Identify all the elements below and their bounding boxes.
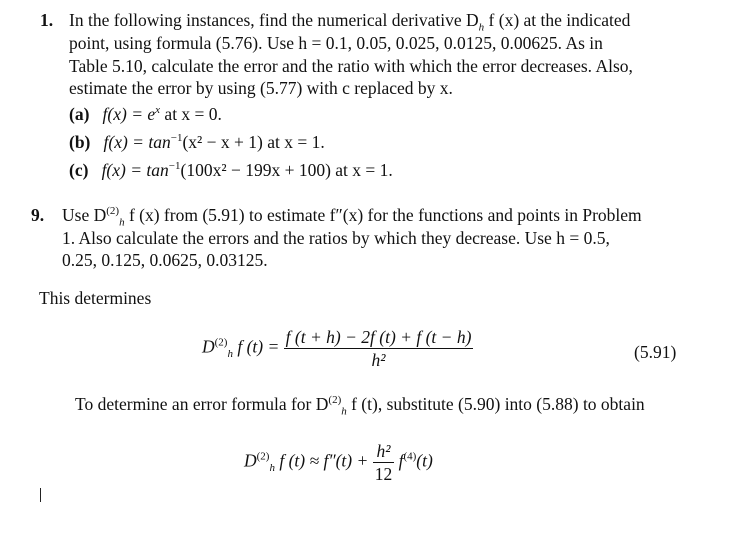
item-tail: at x = 0. (160, 104, 222, 124)
problem-9-use: Use D (62, 205, 107, 225)
item-superscript: x (155, 104, 161, 117)
item-expression: f(x) = tan (103, 132, 171, 152)
item-label: (c) (69, 160, 89, 180)
subscript-h: h (119, 216, 125, 229)
subscript-h: h (227, 348, 233, 361)
D-symbol: D (244, 450, 257, 471)
item-label: (a) (69, 104, 90, 124)
margin-mark (40, 488, 41, 502)
this-determines-text: This determines (39, 288, 152, 308)
sentence-pre: To determine an error formula for D (75, 394, 329, 414)
sentence-post: f (t), substitute (5.90) into (5.88) to obtain (351, 394, 645, 414)
problem-1-item-c (69, 159, 393, 181)
item-superscript: −1 (170, 132, 183, 145)
item-label: (b) (69, 132, 91, 152)
subscript-h: h (269, 462, 275, 475)
item-expression: f(x) = e (102, 104, 156, 124)
problem-1-item-a (69, 103, 222, 125)
problem-1-line-3: Table 5.10, calculate the error and the ratio with which the error decreases. Also, (69, 56, 633, 76)
fraction-numerator: h² (373, 440, 395, 463)
equation-error-approx: $D^{(2)}_h$ f (t) ≈ f″(t) + $\frac{\text{h²}}{12}$ $f^{(4)}(t)$ (244, 441, 433, 484)
superscript-2: (2) (256, 450, 270, 463)
problem-1-line-1-text: In the following instances, find the numerical derivative D (69, 10, 479, 30)
equation-fraction (284, 326, 474, 371)
approx-fraction (373, 440, 395, 485)
superscript-2: (2) (106, 205, 120, 218)
error-formula-sentence (75, 393, 645, 418)
item-expression: f(x) = tan (101, 160, 169, 180)
problem-1-line-1-tail: f (x) at the indicated (488, 10, 631, 30)
subscript-h: h (478, 21, 485, 34)
problem-1-item-b (69, 131, 325, 153)
equation-5-91 (202, 326, 473, 371)
problem-1-line-1 (69, 9, 631, 34)
fraction-denominator: 12 (374, 464, 393, 484)
subscript-h: h (341, 405, 347, 418)
problem-9-line-1-tail: f (x) from (5.91) to estimate f″(x) for the functions and points in Problem (128, 205, 642, 225)
superscript-2: (2) (214, 336, 228, 349)
problem-9-line-2: 1. Also calculate the errors and the ratios by which they decrease. Use h = 0.5, (62, 228, 610, 248)
equation-label-5-91: (5.91) (634, 342, 677, 362)
D-symbol: D (202, 336, 215, 357)
fraction-numerator: f (t + h) − 2f (t) + f (t − h) (285, 327, 472, 347)
problem-9-line-1 (62, 204, 642, 229)
superscript-2: (2) (328, 394, 342, 407)
problem-9-line-3: 0.25, 0.125, 0.0625, 0.03125. (62, 250, 268, 270)
item-superscript: −1 (168, 160, 181, 173)
approx-tail: (t) (416, 450, 433, 471)
problem-1-line-4: estimate the error by using (5.77) with c replaced by x. (69, 78, 453, 98)
equation-lhs: f (t) = (237, 336, 280, 357)
problem-1-line-2: point, using formula (5.76). Use h = 0.1, 0.05, 0.025, 0.0125, 0.00625. As in (69, 33, 603, 53)
problem-1-number: 1. (40, 10, 54, 30)
approx-lhs: f (t) ≈ f″(t) + (279, 450, 369, 471)
problem-9-number: 9. (31, 205, 45, 225)
item-tail: (x² − x + 1) at x = 1. (182, 132, 325, 152)
item-tail: (100x² − 199x + 100) at x = 1. (180, 160, 393, 180)
fraction-denominator: h² (371, 350, 386, 370)
superscript-4: (4) (403, 450, 417, 463)
